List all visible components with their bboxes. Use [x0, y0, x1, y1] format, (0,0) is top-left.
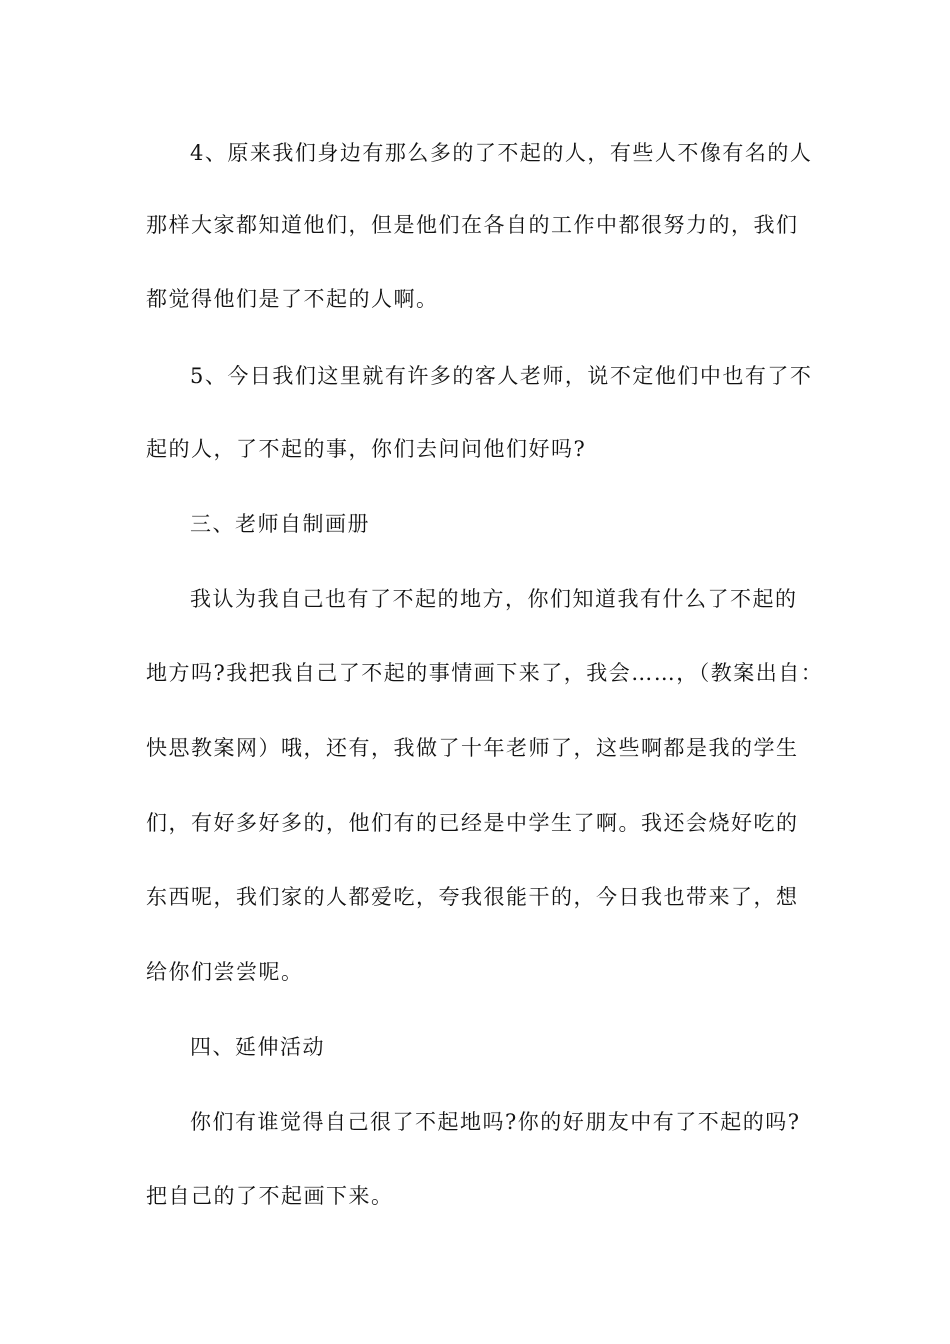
- section-3-line-5: 东西呢，我们家的人都爱吃，夸我很能干的，今日我也带来了，想: [146, 885, 799, 909]
- paragraph-4-line-2: 那样大家都知道他们，但是他们在各自的工作中都很努力的，我们: [146, 213, 799, 237]
- section-heading-3: 三、老师自制画册: [190, 512, 370, 536]
- section-3-line-4: 们，有好多好多的，他们有的已经是中学生了啊。我还会烧好吃的: [146, 811, 799, 835]
- paragraph-4-line-3: 都觉得他们是了不起的人啊。: [146, 287, 439, 311]
- paragraph-5-line-2: 起的人，了不起的事，你们去问问他们好吗?: [146, 437, 587, 461]
- section-3-line-1: 我认为我自己也有了不起的地方，你们知道我有什么了不起的: [190, 587, 798, 611]
- section-4-line-2: 把自己的了不起画下来。: [146, 1184, 394, 1208]
- paragraph-4-line-1: 4、原来我们身边有那么多的了不起的人，有些人不像有名的人: [190, 141, 813, 165]
- section-4-line-1: 你们有谁觉得自己很了不起地吗?你的好朋友中有了不起的吗?: [190, 1110, 801, 1134]
- section-3-line-2: 地方吗?我把我自己了不起的事情画下来了，我会……，（教案出自：: [146, 661, 824, 685]
- section-heading-4: 四、延伸活动: [190, 1035, 325, 1059]
- section-3-line-3: 快思教案网）哦，还有，我做了十年老师了，这些啊都是我的学生: [146, 736, 799, 760]
- paragraph-5-line-1: 5、今日我们这里就有许多的客人老师，说不定他们中也有了不: [190, 364, 813, 388]
- section-3-line-6: 给你们尝尝呢。: [146, 960, 304, 984]
